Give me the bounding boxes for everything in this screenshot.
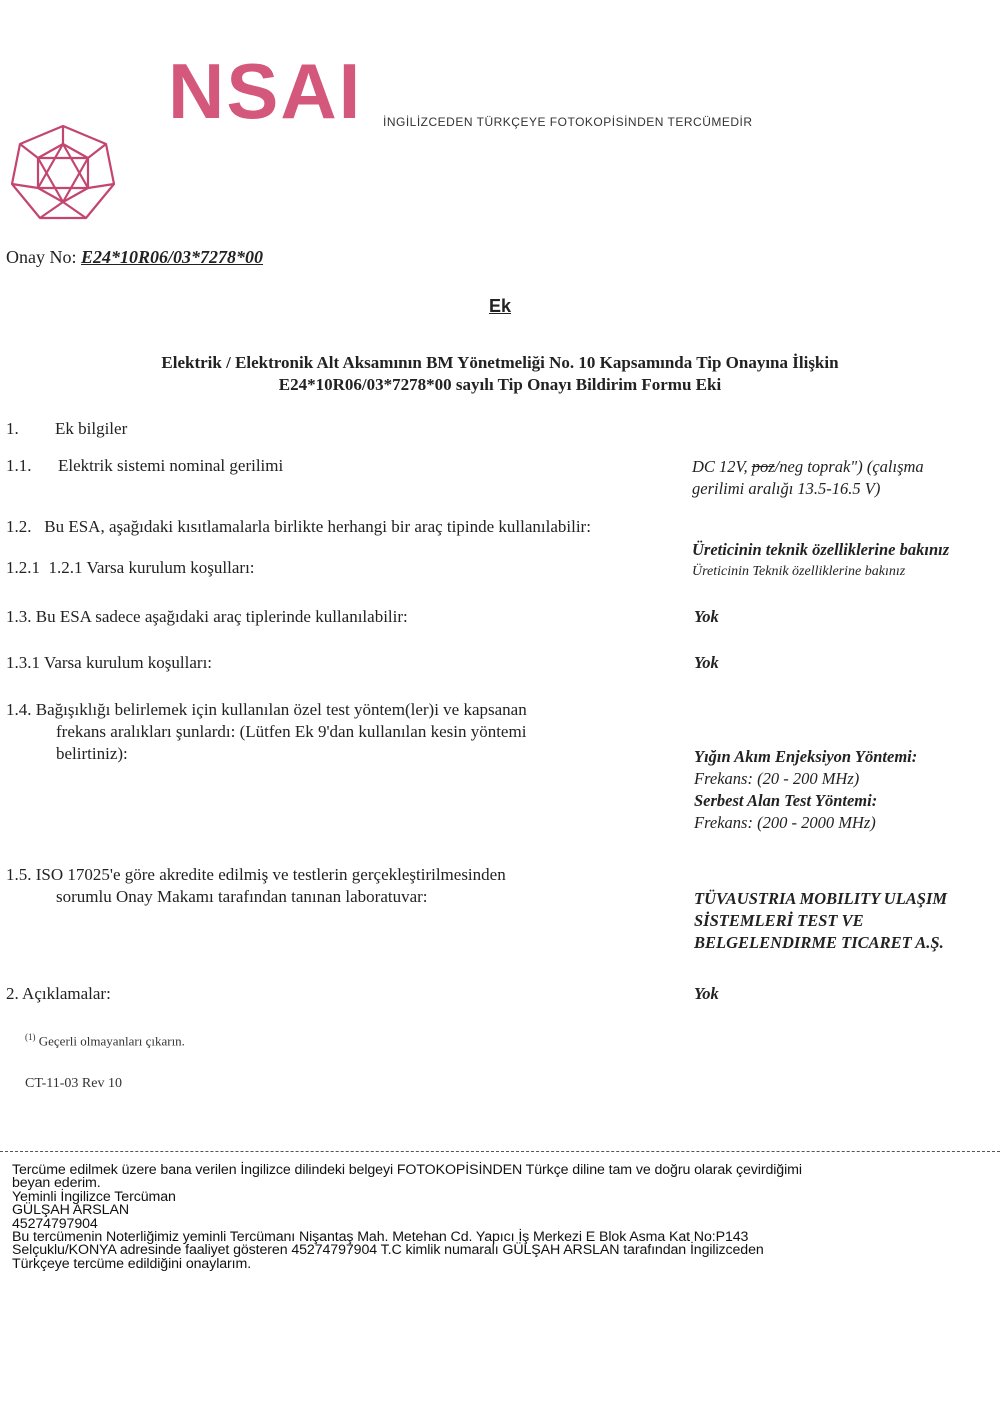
approval-number: E24*10R06/03*7278*00	[81, 247, 264, 267]
section-1-2-label: 1.2. Bu ESA, aşağıdaki kısıtlamalarla birlikte herhangi bir araç tipinde kullanılabilir:	[6, 517, 591, 536]
form-title-line2: E24*10R06/03*7278*00 sayılı Tip Onayı Bildirim Formu Eki	[278, 375, 722, 394]
section-1-3-1-value: Yok	[694, 653, 719, 672]
section-1-2-1-value: Üreticinin teknik özelliklerine bakınız Üreticinin Teknik özelliklerine bakınız	[692, 540, 950, 579]
section-1-number: 1.	[6, 419, 19, 438]
form-title	[0, 352, 1000, 396]
approval-number-line	[6, 247, 263, 268]
approval-label: Onay No:	[6, 247, 77, 267]
form-code: CT-11-03 Rev 10	[25, 1076, 122, 1091]
footnote-mark: (1)	[25, 1032, 36, 1042]
section-2-label: 2. Açıklamalar:	[6, 984, 111, 1003]
footnote	[25, 1032, 185, 1049]
annex-title: Ek	[488, 296, 512, 316]
nsai-emblem-icon	[8, 122, 118, 222]
section-1-3-label: 1.3. Bu ESA sadece aşağıdaki araç tiplerinde kullanılabilir:	[6, 607, 408, 626]
nsai-logo-text: NSAI	[168, 47, 363, 135]
section-1-1-label: Elektrik sistemi nominal gerilimi	[58, 456, 284, 475]
translation-header-note: İNGİLİZCEDEN TÜRKÇEYE FOTOKOPİSİNDEN TERCÜMEDİR	[383, 115, 753, 129]
section-1-1-value: DC 12V, poz/neg toprak") (çalışma gerilimi aralığı 13.5-16.5 V)	[692, 457, 924, 498]
section-1-label: Ek bilgiler	[55, 419, 128, 438]
section-1-4-value: Yığın Akım Enjeksiyon Yöntemi: Frekans: (20 - 200 MHz) Serbest Alan Test Yöntemi: Frekans: (200 - 2000 MHz)	[694, 747, 918, 832]
section-1-3-value: Yok	[694, 607, 719, 626]
section-1-5-value: TÜVAUSTRIA MOBILITY ULAŞIM SİSTEMLERİ TEST VE BELGELENDIRME TICARET A.Ş.	[694, 889, 948, 952]
struck-text: poz	[751, 457, 775, 476]
section-1-2-1-label: 1.2.1 1.2.1 Varsa kurulum koşulları:	[6, 558, 255, 577]
separator-line	[0, 1151, 1000, 1152]
section-2-value: Yok	[694, 984, 719, 1003]
footnote-text: Geçerli olmayanları çıkarın.	[35, 1033, 185, 1049]
section-1-5-label: 1.5. ISO 17025'e göre akredite edilmiş ve testlerin gerçekleştirilmesinden sorumlu Onay Makamı tarafından tanınan laboratuvar:	[6, 865, 506, 906]
translator-certification: Tercüme edilmek üzere bana verilen İngilizce dilindeki belgeyi FOTOKOPİSİNDEN Türkçe diline tam ve doğru olarak çevirdiğimi beyan ederim. Yeminli İngilizce Tercüman GÜLŞAH ARSLAN 45274797904 Bu tercümenin Noterliğimiz yeminli Tercümanı Nişantaş Mah. Metehan Cd. Yapıcı İş Merkezi E Blok Asma Kat No:P143 Selçuklu/KONYA adresinde faaliyet gösteren 45274797904 T.C kimlik numaralı GÜLŞAH ARSLAN tarafından İngilizceden Türkçeye tercüme edildiğini onaylarım.	[12, 1162, 802, 1272]
section-1-1-number: 1.1.	[6, 456, 32, 475]
section-1-4-label: 1.4. Bağışıklığı belirlemek için kullanılan özel test yöntem(ler)i ve kapsanan frekans aralıkları şunlardı: (Lütfen Ek 9'dan kullanılan kesin yöntemi belirtiniz):	[6, 700, 527, 763]
section-1-3-1-label: 1.3.1 Varsa kurulum koşulları:	[6, 653, 213, 672]
form-title-line1: Elektrik / Elektronik Alt Aksamının BM Yönetmeliği No. 10 Kapsamında Tip Onayına İlişkin	[161, 353, 839, 372]
